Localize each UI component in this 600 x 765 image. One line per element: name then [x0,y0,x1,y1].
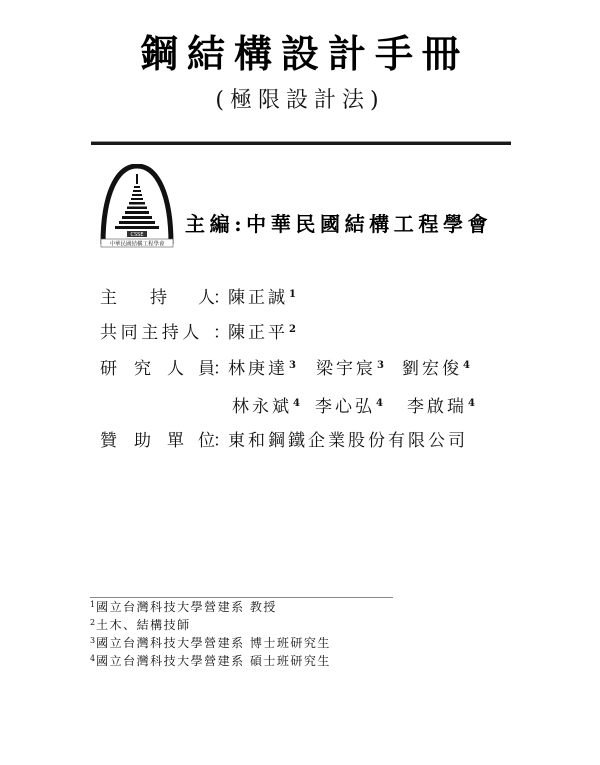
svg-text:CSSE: CSSE [130,232,144,238]
footnote-mark: 2 [90,618,96,627]
footnote-mark: 3 [90,636,96,645]
footnote-text: 國立台灣科技大學營建系 碩士班研究生 [96,654,331,668]
footnote-ref: 4 [376,398,383,409]
footnote-text: 國立台灣科技大學營建系 博士班研究生 [96,636,331,650]
sponsor-label-char: 贊 [100,431,117,451]
co-host-colon: ： [213,323,230,343]
footnote [90,598,277,616]
researcher-name: 林庚達 [228,359,288,379]
footnote-mark: 1 [90,600,96,609]
footnote [90,652,331,670]
svg-text:中華民國結構工程學會: 中華民國結構工程學會 [109,241,165,248]
title-divider [91,141,511,145]
sponsor-colon: ： [213,431,230,451]
researcher-name: 李啟瑞 [407,397,467,417]
researcher [316,358,384,380]
csse-logo [99,164,175,248]
sponsor-label-char: 位 [198,431,215,451]
researcher-name: 林永斌 [232,397,292,417]
researcher [407,396,475,418]
sponsor-name: 東和鋼鐵企業股份有限公司 [228,431,468,451]
researcher [402,358,470,380]
co-host-name-group [228,322,296,344]
co-host-name: 陳正平 [228,323,288,343]
footnote-ref: 2 [289,324,296,335]
researchers-label-char: 員 [198,359,215,379]
csse-arch-tower-logo-icon [99,164,175,248]
footnote-ref: 4 [468,398,475,409]
researchers-label-char: 研 [100,359,117,379]
footnote-ref: 1 [289,289,296,300]
researcher-name: 李心弘 [315,397,375,417]
footnote-ref: 4 [293,398,300,409]
researcher-name: 梁宇宸 [316,359,376,379]
footnote [90,634,331,652]
footnote-ref: 3 [377,360,384,371]
researcher [232,396,300,418]
host-label-char: 持 [150,288,167,308]
editor-line: 主編:中華民國結構工程學會 [185,212,493,236]
host-label-char: 主 [100,288,117,308]
host-name-group [228,287,296,309]
sponsor-label-char: 單 [167,431,184,451]
researchers-label-char: 人 [167,359,184,379]
footnote-mark: 4 [90,654,96,663]
researcher-name: 劉宏俊 [402,359,462,379]
document-title: 鋼結構設計手冊 [139,32,469,76]
researchers-colon: ： [213,359,230,379]
footnote-text: 國立台灣科技大學營建系 教授 [96,600,277,614]
researchers-label-char: 究 [134,359,151,379]
footnote-ref: 4 [463,360,470,371]
researcher [315,396,383,418]
sponsor-label-char: 助 [134,431,151,451]
footnote-text: 土木、結構技師 [96,618,191,632]
host-label-char: 人 [198,288,215,308]
host-colon: ： [213,288,230,308]
footnote-ref: 3 [289,360,296,371]
footnote [90,616,191,634]
document-subtitle: (極限設計法) [215,88,385,113]
co-host-label: 共同主持人 [100,323,203,343]
host-name: 陳正誠 [228,288,288,308]
researcher [228,358,296,380]
